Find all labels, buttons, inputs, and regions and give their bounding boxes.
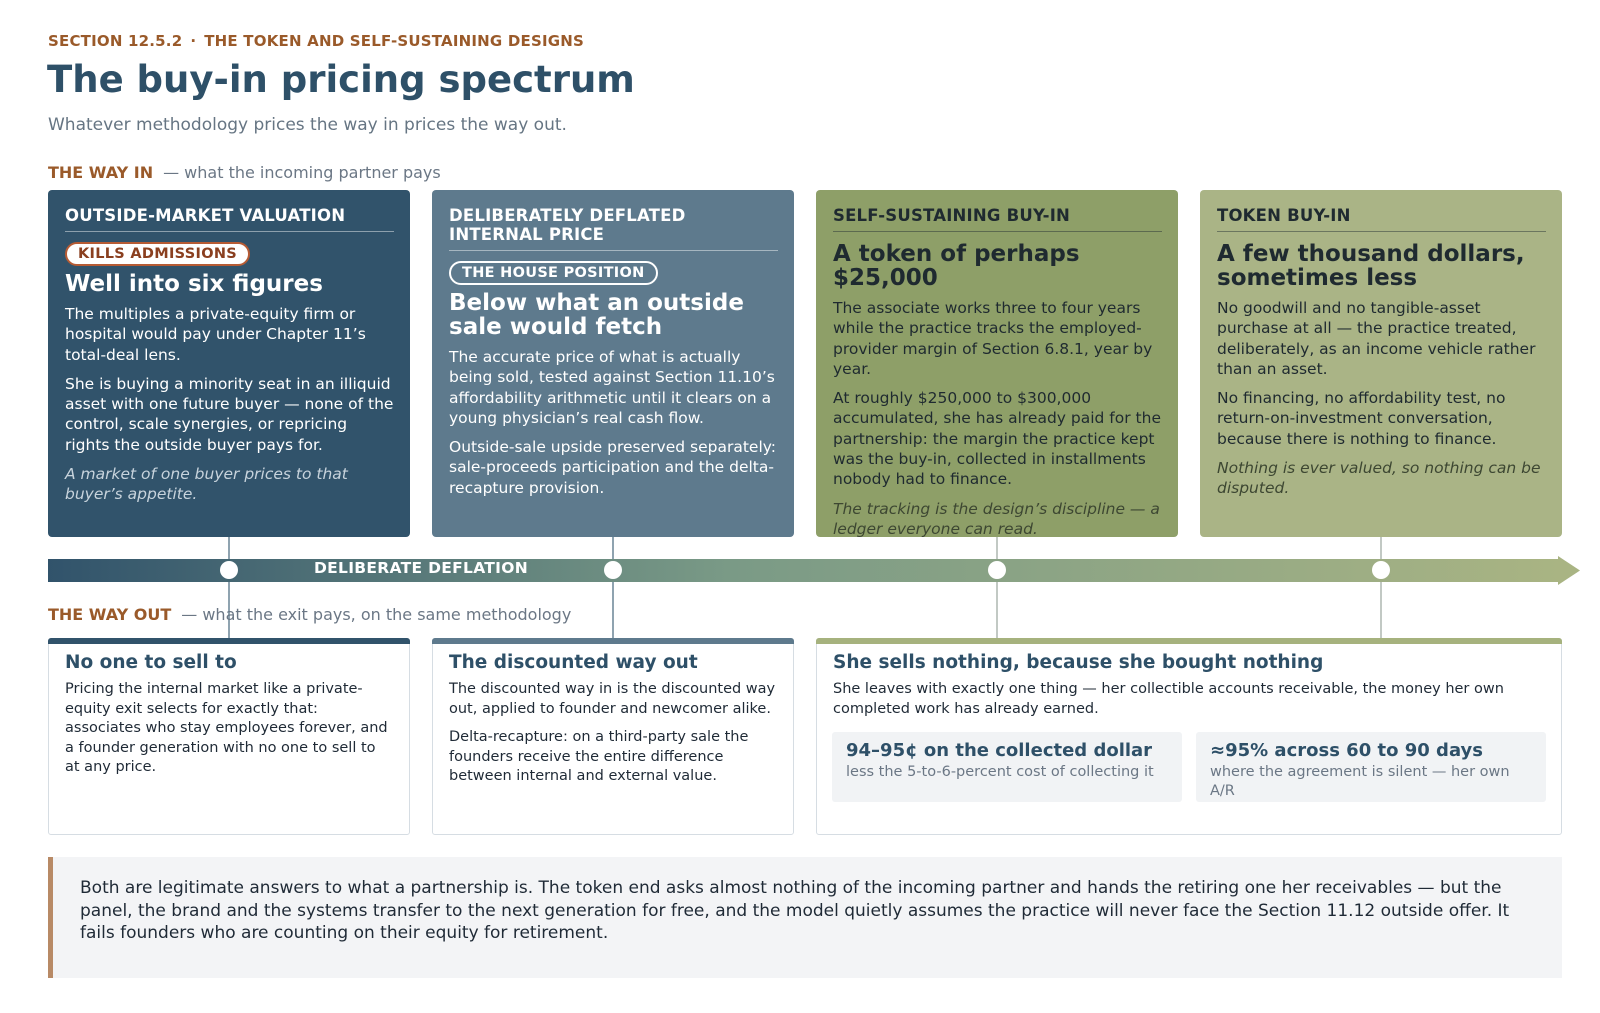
exit-card-no-one-to-sell-to <box>48 638 410 835</box>
way-out-label <box>48 605 571 624</box>
spectrum-arrowhead <box>1558 556 1580 585</box>
connector-line-4 <box>1380 537 1382 638</box>
stat-caption: where the agreement is silent — her own A/R <box>1210 764 1510 799</box>
way-in-title: THE WAY IN <box>48 163 154 182</box>
way-out-title: THE WAY OUT <box>48 605 172 624</box>
spectrum-band <box>48 559 1560 582</box>
card-heading: TOKEN BUY-IN <box>1217 206 1546 232</box>
stat-value: ≈95% across 60 to 90 days <box>1210 740 1483 761</box>
card-paragraph: No financing, no affordability test, no return-on-investment conversation, because there is nothing to finance. <box>1217 389 1506 448</box>
card-price: A few thousand dollars, sometimes less <box>1217 241 1525 291</box>
way-out-description: — what the exit pays, on the same methodology <box>181 605 572 624</box>
card-deflated-internal-price <box>432 190 794 537</box>
card-quote: Nothing is ever valued, so nothing can be disputed. <box>1217 459 1541 498</box>
exit-card-paragraph: The discounted way in is the discounted way out, applied to founder and newcomer alike. <box>449 681 776 717</box>
card-price: Well into six figures <box>65 271 323 297</box>
stat-value: 94–95¢ on the collected dollar <box>846 740 1153 761</box>
house-position-badge: THE HOUSE POSITION <box>449 261 658 285</box>
exit-card-paragraph: Pricing the internal market like a private-equity exit selects for exactly that: associates who stay employees forever, and a founder generation with no one to sell to at any price. <box>65 681 388 775</box>
card-paragraph: The multiples a private-equity firm or hospital would pay under Chapter 11’s total-deal lens. <box>65 305 366 364</box>
way-in-label <box>48 163 441 182</box>
card-self-sustaining-buy-in <box>816 190 1178 537</box>
connector-line-2 <box>612 537 614 638</box>
section-topic: THE TOKEN AND SELF-SUSTAINING DESIGNS <box>204 32 585 50</box>
card-paragraph: At roughly $250,000 to $300,000 accumulated, she has already paid for the partnership: the margin the practice kept was the buy-in, collected in installments nobody had to finance. <box>833 389 1161 489</box>
card-quote: A market of one buyer prices to that buyer’s appetite. <box>65 465 348 504</box>
card-paragraph: She is buying a minority seat in an illiquid asset with one future buyer — none of the control, scale synergies, or repricing rights the outside buyer pays for. <box>65 374 394 454</box>
spectrum-node-4 <box>1372 561 1390 579</box>
spectrum-node-2 <box>604 561 622 579</box>
card-token-buy-in <box>1200 190 1562 537</box>
stat-collected-dollar <box>832 732 1182 802</box>
card-heading: OUTSIDE-MARKET VALUATION <box>65 206 394 232</box>
exit-card-heading: The discounted way out <box>449 652 698 673</box>
card-paragraph: Outside-sale upside preserved separately: sale-proceeds participation and the delta-recapture provision. <box>449 438 777 497</box>
page-subtitle: Whatever methodology prices the way in prices the way out. <box>48 115 567 135</box>
card-outside-market-valuation <box>48 190 410 537</box>
way-in-description: — what the incoming partner pays <box>163 163 441 182</box>
card-paragraph: The associate works three to four years while the practice tracks the employed-provider margin of Section 6.8.1, year by year. <box>833 299 1153 378</box>
exit-card-paragraph: She leaves with exactly one thing — her collectible accounts receivable, the money her own completed work has already earned. <box>833 681 1504 717</box>
exit-card-heading: She sells nothing, because she bought nothing <box>833 652 1324 673</box>
card-quote: The tracking is the design’s discipline — a ledger everyone can read. <box>833 499 1160 538</box>
spectrum-node-1 <box>220 561 238 579</box>
exit-card-paragraph: Delta-recapture: on a third-party sale the founders receive the entire difference between internal and external value. <box>449 729 749 784</box>
section-number: SECTION 12.5.2 <box>48 32 183 50</box>
card-heading: SELF-SUSTAINING BUY-IN <box>833 206 1162 232</box>
spectrum-node-3 <box>988 561 1006 579</box>
stat-caption: less the 5-to-6-percent cost of collecting it <box>846 764 1154 780</box>
connector-line-3 <box>996 537 998 638</box>
card-paragraph: No goodwill and no tangible-asset purchase at all — the practice treated, deliberately, as an income vehicle rather than an asset. <box>1217 299 1536 378</box>
kills-admissions-badge: KILLS ADMISSIONS <box>65 242 250 266</box>
page-title: The buy-in pricing spectrum <box>47 58 635 101</box>
exit-card-discounted-way-out <box>432 638 794 835</box>
card-heading: DELIBERATELY DEFLATED INTERNAL PRICE <box>449 206 778 251</box>
section-eyebrow <box>48 32 584 50</box>
deflation-spectrum-arrow <box>48 556 1580 586</box>
card-paragraph: The accurate price of what is actually being sold, tested against Section 11.10’s affordability arithmetic until it clears on a young physician’s real cash flow. <box>449 348 775 427</box>
eyebrow-separator: · <box>190 32 197 50</box>
deflation-label: DELIBERATE DEFLATION <box>314 559 528 577</box>
card-price: A token of perhaps $25,000 <box>833 241 1080 291</box>
card-price: Below what an outside sale would fetch <box>449 290 744 340</box>
summary-note: Both are legitimate answers to what a partnership is. The token end asks almost nothing of the incoming partner and hands the retiring one her receivables — but the panel, the brand and the systems transfer to the next generation for free, and the model quietly assumes the practice will never face the Section 11.12 outside offer. It fails founders who are counting on their equity for retirement. <box>48 857 1562 978</box>
stat-ninety-five-percent <box>1196 732 1546 802</box>
exit-card-heading: No one to sell to <box>65 652 237 673</box>
